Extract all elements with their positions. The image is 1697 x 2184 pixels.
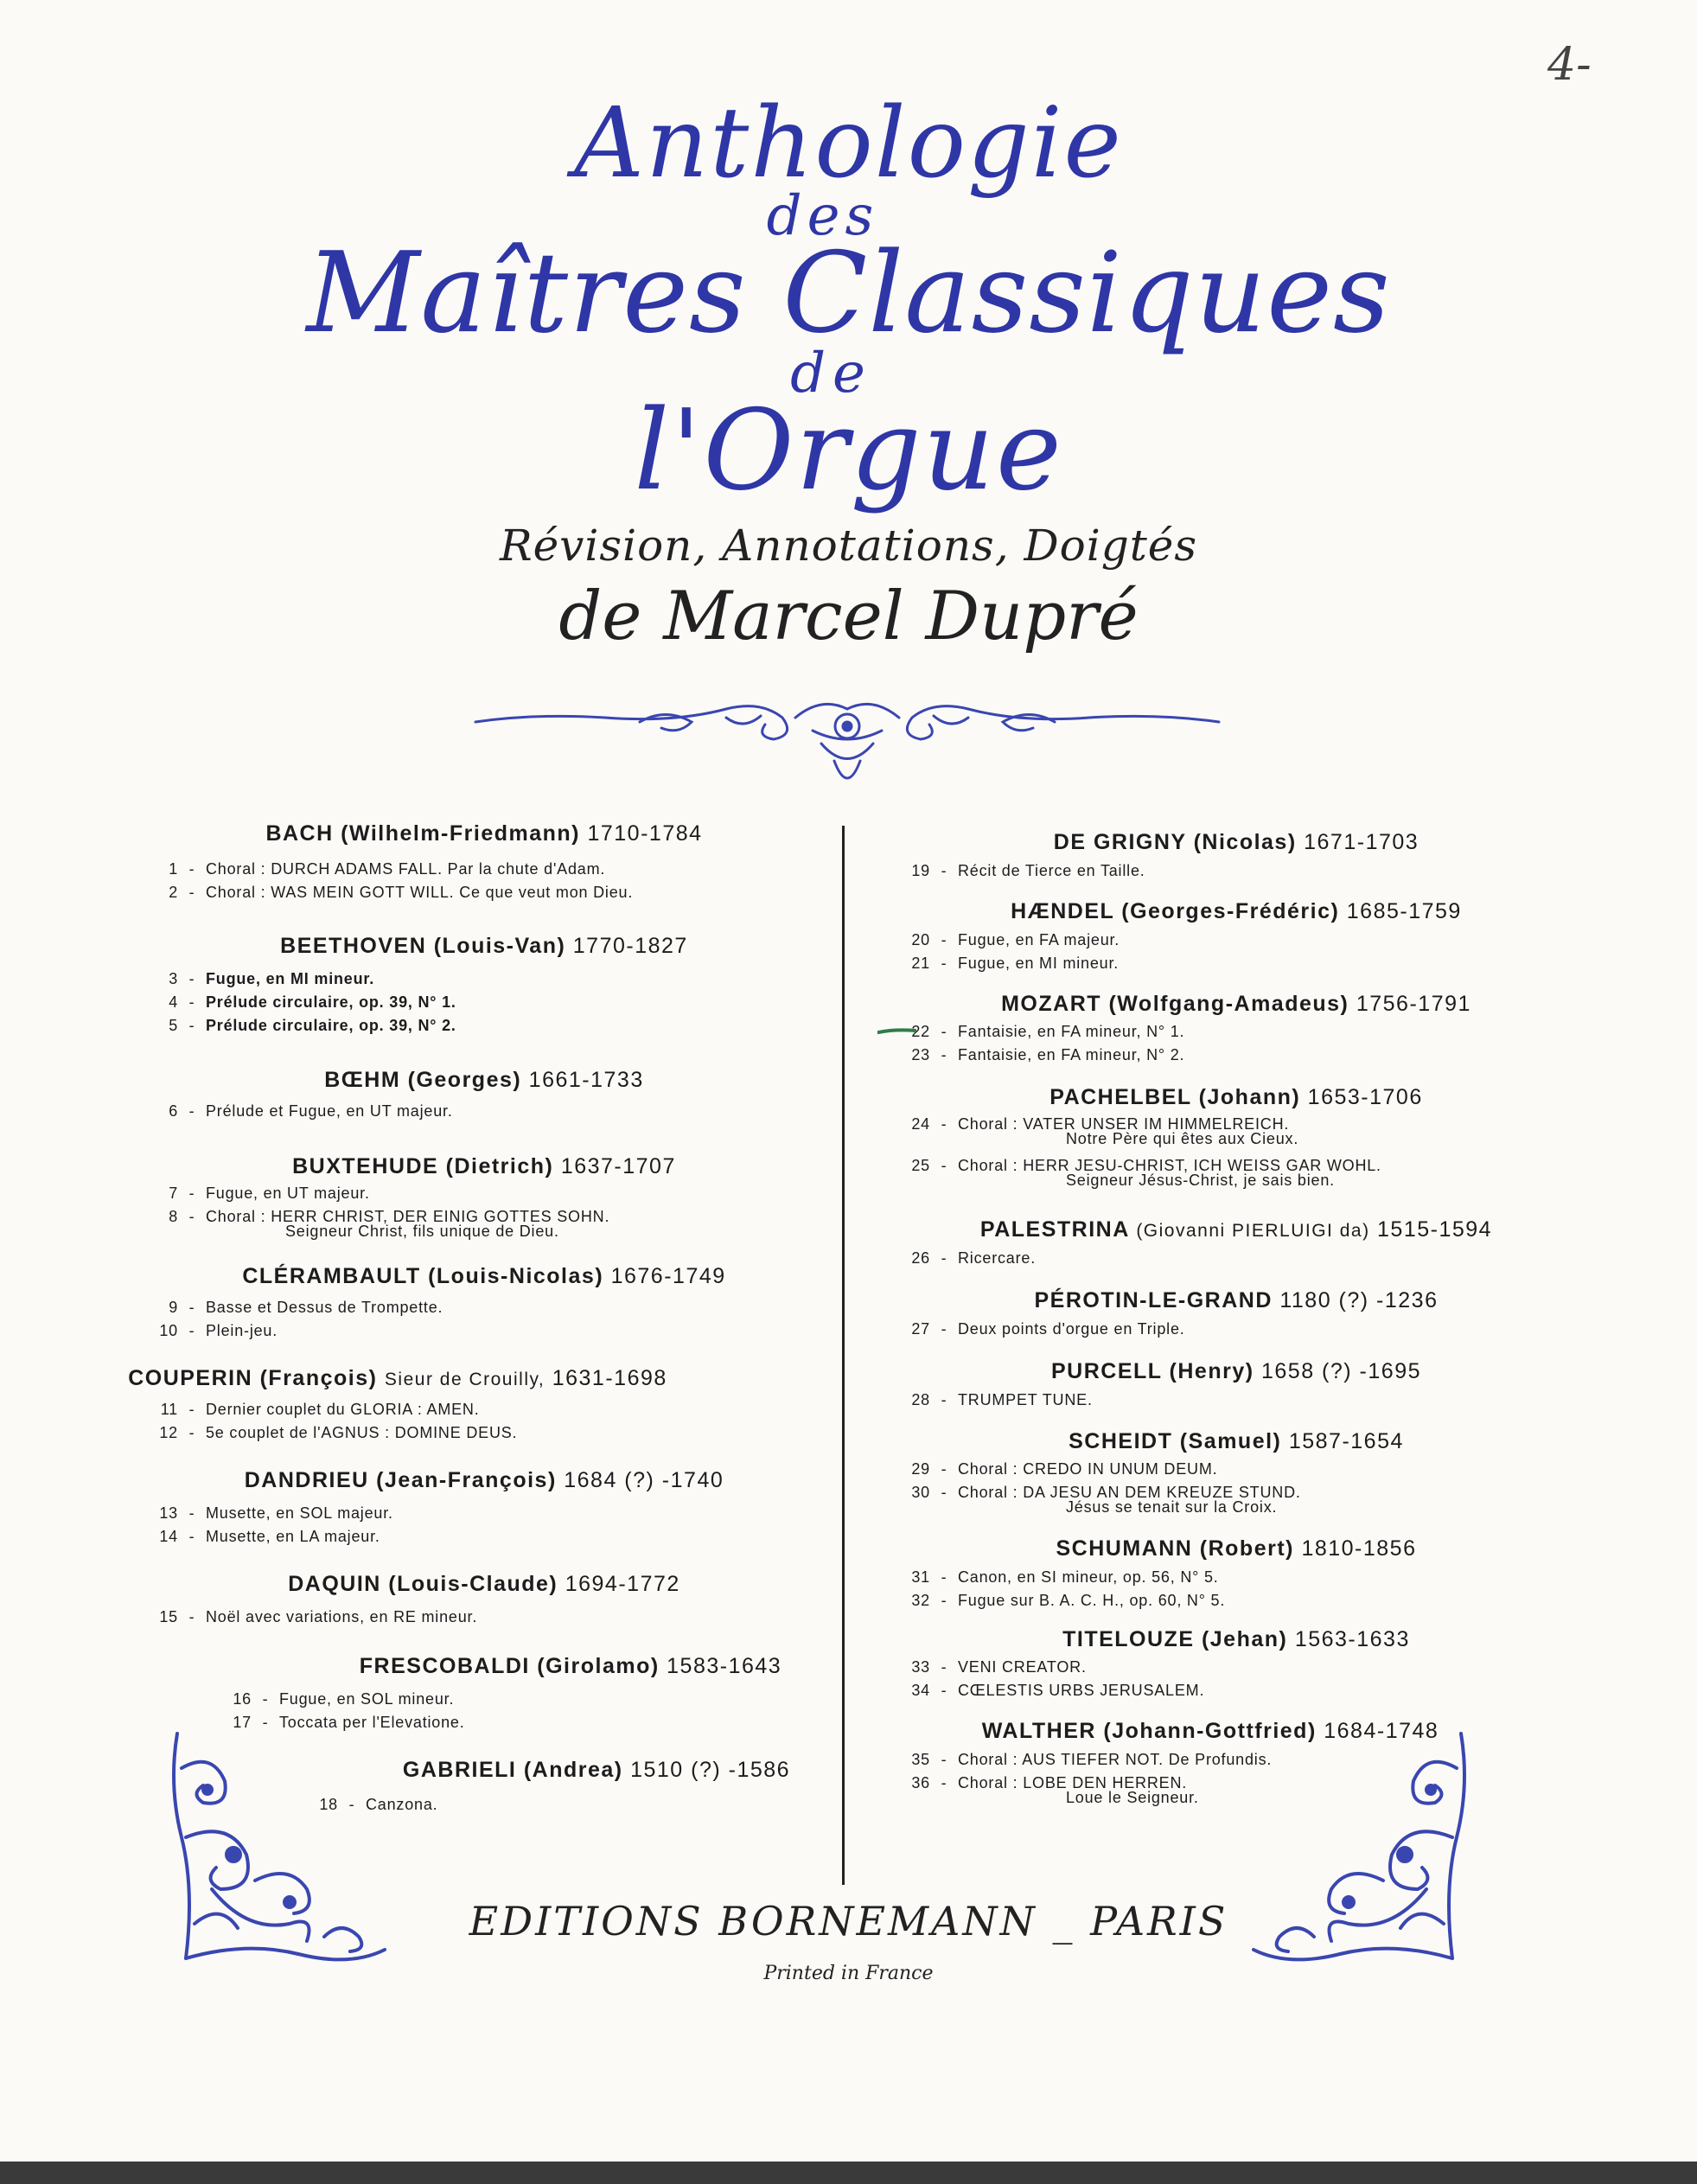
list-item: 15 - Noël avec variations, en RE mineur. [159,1608,478,1625]
composer-name: FRESCOBALDI (Girolamo) 1583-1643 [359,1654,782,1678]
list-item: 9 - Basse et Dessus de Trompette. [169,1299,443,1316]
piece-list [147,860,821,907]
piece-list [899,1115,1573,1198]
list-item: 35 - Choral : AUS TIEFER NOT. De Profundis. [911,1751,1273,1768]
list-item: 17 - Toccata per l'Elevatione. [233,1714,465,1731]
pen-mark [877,1028,916,1035]
composer-name: COUPERIN (François) Sieur de Crouilly, 1631-1698 [128,1366,667,1390]
list-item: 1 - Choral : DURCH ADAMS FALL. Par la chute d'Adam. [169,860,606,878]
composer-name: BEETHOVEN (Louis-Van) 1770-1827 [280,934,688,958]
piece-list [147,1504,821,1551]
title-block [0,87,1697,655]
title-line-des: des [766,184,879,248]
piece-list [899,1391,1573,1414]
title-line-orgue: l'Orgue [634,386,1063,515]
list-item: 13 - Musette, en SOL majeur. [159,1504,393,1522]
scan-edge [0,2162,1697,2184]
list-item: 2 - Choral : WAS MEIN GOTT WILL. Ce que veut mon Dieu. [169,884,634,901]
piece-list [899,1568,1573,1615]
list-item: 7 - Fugue, en UT majeur. [169,1185,370,1202]
list-item: 29 - Choral : CREDO IN UNUM DEUM. [911,1460,1218,1478]
page-number: 4- [1547,39,1592,91]
piece-list [147,1299,821,1345]
piece-list [899,1460,1573,1525]
composer-name: WALTHER (Johann-Gottfried) 1684-1748 [981,1719,1439,1743]
composer-name: BACH (Wilhelm-Friedmann) 1710-1784 [265,821,703,846]
piece-list [147,1401,821,1447]
list-item: 10 - Plein-jeu. [159,1322,278,1339]
list-item: 4 - Prélude circulaire, op. 39, N° 1. [169,993,456,1011]
title-line-de: de [790,342,872,406]
list-item: 14 - Musette, en LA majeur. [159,1528,380,1545]
composer-name: PURCELL (Henry) 1658 (?) -1695 [1050,1359,1422,1383]
piece-list [147,1608,821,1632]
list-item: 19 - Récit de Tierce en Taille. [911,862,1145,879]
composer-name: TITELOUZE (Jehan) 1563-1633 [1062,1627,1410,1651]
composer-name: BŒHM (Georges) 1661-1733 [324,1068,644,1092]
list-item: 8 - Choral : HERR CHRIST, DER EINIG GOTTES SOHN. Seigneur Christ, fils unique de Dieu. [169,1208,610,1240]
list-item: 20 - Fugue, en FA majeur. [911,931,1120,948]
author: de Marcel Dupré [558,578,1139,655]
composer-name: GABRIELI (Andrea) 1510 (?) -1586 [402,1758,791,1782]
list-item: 6 - Prélude et Fugue, en UT majeur. [169,1102,453,1120]
list-item: 27 - Deux points d'orgue en Triple. [911,1320,1185,1338]
list-item: 18 - Canzona. [319,1796,438,1813]
composer-name: DAQUIN (Louis-Claude) 1694-1772 [288,1572,680,1596]
piece-list [899,1023,1573,1070]
piece-list [899,1249,1573,1273]
composer-name: SCHUMANN (Robert) 1810-1856 [1056,1536,1417,1561]
publisher: EDITIONS BORNEMANN _ PARIS [469,1898,1228,1945]
list-item: 11 - Dernier couplet du GLORIA : AMEN. [160,1401,480,1418]
composer-name: BUXTEHUDE (Dietrich) 1637-1707 [292,1154,676,1178]
list-item: 16 - Fugue, en SOL mineur. [233,1690,455,1708]
piece-list [147,970,821,1040]
composer-name: SCHEIDT (Samuel) 1587-1654 [1069,1429,1404,1453]
list-item: 21 - Fugue, en MI mineur. [911,955,1120,972]
piece-list [899,931,1573,978]
composer-name: PALESTRINA (Giovanni PIERLUIGI da) 1515-1594 [979,1217,1493,1242]
list-item: 31 - Canon, en SI mineur, op. 56, N° 5. [911,1568,1219,1586]
list-item: 25 - Choral : HERR JESU-CHRIST, ICH WEISS GAR WOHL. Seigneur Jésus-Christ, je sais bien. [911,1157,1381,1189]
list-item: 32 - Fugue sur B. A. C. H., op. 60, N° 5. [911,1592,1226,1609]
piece-list [147,1102,821,1126]
list-item: 3 - Fugue, en MI mineur. [169,970,375,987]
list-item: 24 - Choral : VATER UNSER IM HIMMELREICH. Notre Père qui êtes aux Cieux. [911,1115,1299,1147]
piece-list [899,1320,1573,1344]
list-item: 34 - CŒLESTIS URBS JERUSALEM. [911,1682,1205,1699]
list-item: 23 - Fantaisie, en FA mineur, N° 2. [911,1046,1185,1063]
list-item: 26 - Ricercare. [911,1249,1037,1267]
composer-name: PÉROTIN-LE-GRAND 1180 (?) -1236 [1034,1288,1439,1312]
composer-name: HÆNDEL (Georges-Frédéric) 1685-1759 [1011,899,1462,923]
composer-name: MOZART (Wolfgang-Amadeus) 1756-1791 [1001,992,1471,1016]
list-item: 30 - Choral : DA JESU AN DEM KREUZE STUND. Jésus se tenait sur la Croix. [911,1484,1301,1516]
composer-name: DANDRIEU (Jean-François) 1684 (?) -1740 [244,1468,724,1492]
piece-list [899,862,1573,885]
composer-name: DE GRIGNY (Nicolas) 1671-1703 [1053,830,1419,854]
title-ornament [467,683,1228,804]
list-item: 33 - VENI CREATOR. [911,1658,1087,1676]
composer-name: CLÉRAMBAULT (Louis-Nicolas) 1676-1749 [242,1264,726,1288]
subtitle: Révision, Annotations, Doigtés [499,520,1198,571]
title-line-maitres: Maîtres Classiques [306,229,1391,358]
list-item: 5 - Prélude circulaire, op. 39, N° 2. [169,1017,456,1034]
piece-list [899,1658,1573,1705]
piece-list [147,1185,821,1249]
composer-name: PACHELBEL (Johann) 1653-1706 [1049,1085,1423,1109]
list-item: 36 - Choral : LOBE DEN HERREN. Loue le Seigneur. [911,1774,1199,1806]
printed-in: Printed in France [763,1963,934,1984]
piece-list [307,1796,981,1819]
title-line-anthologie: Anthologie [574,87,1123,200]
list-item: 22 - Fantaisie, en FA mineur, N° 1. [911,1023,1185,1040]
list-item: 28 - TRUMPET TUNE. [911,1391,1093,1408]
list-item: 12 - 5e couplet de l'AGNUS : DOMINE DEUS. [159,1424,518,1441]
